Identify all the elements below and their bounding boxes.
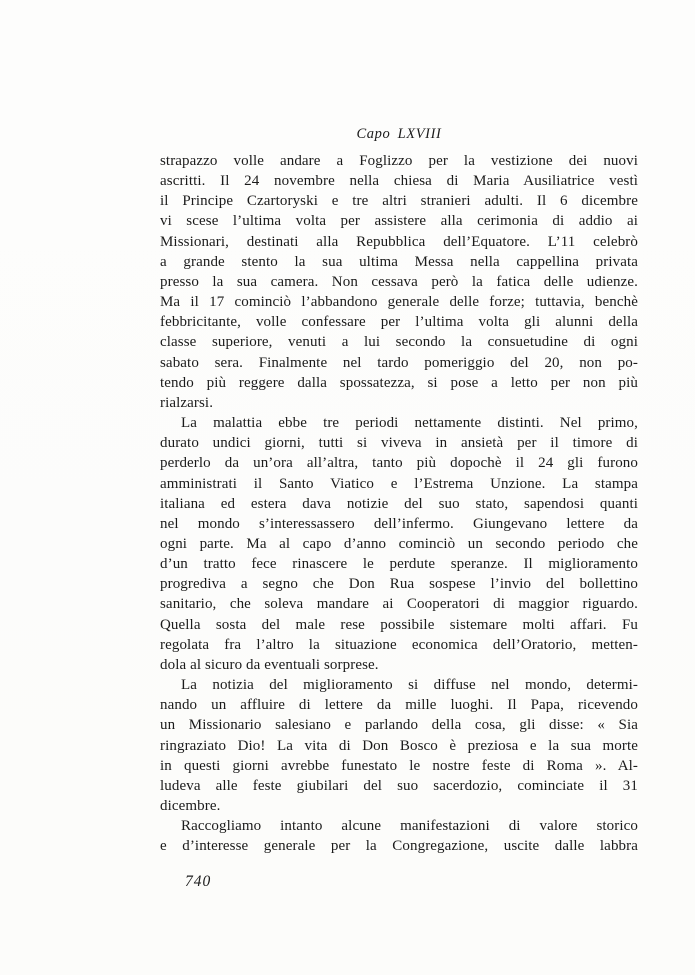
text-line: ogni parte. Ma al capo d’anno cominciò un secondo periodo che — [160, 535, 638, 552]
text-line: italiana ed estera dava notizie del suo stato, sapendosi quanti — [160, 495, 638, 512]
text-line: e d’interesse generale per la Congregazione, uscite dalle labbra — [160, 838, 638, 855]
text-line: ludeva alle feste giubilari del suo sacerdozio, cominciate il 31 — [160, 777, 638, 794]
body-text — [160, 151, 638, 856]
text-line: La malattia ebbe tre periodi nettamente distinti. Nel primo, — [181, 415, 638, 432]
text-line: nel mondo s’interessassero dell’infermo. Giungevano lettere da — [160, 515, 638, 532]
page-number: 740 — [185, 873, 212, 890]
text-line: un Missionario salesiano e parlando della cosa, gli disse: « Sia — [160, 717, 638, 734]
text-line: durato undici giorni, tutti si viveva in ansietà per il timore di — [160, 435, 638, 452]
text-line: vi scese l’ultima volta per assistere alla cerimonia di addio ai — [160, 213, 638, 230]
text-line: tendo più reggere dalla spossatezza, si pose a letto per non più — [160, 374, 638, 391]
chapter-heading: Capo LXVIII — [356, 126, 442, 142]
text-line: rialzarsi. — [160, 394, 214, 411]
text-line: Raccogliamo intanto alcune manifestazioni di valore storico — [181, 818, 638, 835]
text-line: presso la sua camera. Non cessava però la fatica delle udienze. — [160, 273, 638, 290]
text-line: il Principe Czartoryski e tre altri stranieri adulti. Il 6 dicembre — [160, 193, 638, 210]
text-line: strapazzo volle andare a Foglizzo per la vestizione dei nuovi — [160, 153, 638, 169]
text-line: Ma il 17 cominciò l’abbandono generale delle forze; tuttavia, benchè — [160, 294, 638, 311]
text-line: sabato sera. Finalmente nel tardo pomeriggio del 20, non po- — [160, 354, 638, 371]
text-line: La notizia del miglioramento si diffuse nel mondo, determi- — [181, 677, 638, 694]
text-line: amministrati il Santo Viatico e l’Estrema Unzione. La stampa — [160, 475, 638, 492]
text-line: febbricitante, volle confessare per l’ultima volta gli alunni della — [160, 314, 638, 331]
text-line: sanitario, che soleva mandare ai Cooperatori di maggior riguardo. — [160, 596, 638, 613]
text-line: dola al sicuro da eventuali sorprese. — [160, 656, 379, 673]
text-line: Missionari, destinati alla Repubblica dell’Equatore. L’11 celebrò — [160, 233, 638, 250]
text-line: perderlo da un’ora all’altra, tanto più dopochè il 24 gli furono — [160, 455, 638, 472]
text-line: classe superiore, venuti a lui secondo la consuetudine di ogni — [160, 334, 638, 351]
text-line: progrediva a segno che Don Rua sospese l’invio del bollettino — [160, 576, 638, 593]
text-line: d’un tratto fece rinascere le perdute speranze. Il miglioramento — [160, 556, 638, 573]
text-line: ringraziato Dio! La vita di Don Bosco è preziosa e la sua morte — [160, 737, 638, 754]
text-line: a grande stento la sua ultima Messa nella cappellina privata — [160, 253, 638, 270]
text-line: dicembre. — [160, 798, 221, 814]
text-line: Quella sosta del male rese possibile sistemare molti affari. Fu — [160, 616, 638, 633]
text-line: regolata fra l’altro la situazione economica dell’Oratorio, metten- — [160, 636, 638, 653]
text-line: nando un affluire di lettere da mille luoghi. Il Papa, ricevendo — [160, 697, 638, 714]
text-line: in questi giorni avrebbe funestato le nostre feste di Roma ». Al- — [160, 757, 638, 774]
text-line: ascritti. Il 24 novembre nella chiesa di Maria Ausiliatrice vestì — [160, 173, 638, 190]
